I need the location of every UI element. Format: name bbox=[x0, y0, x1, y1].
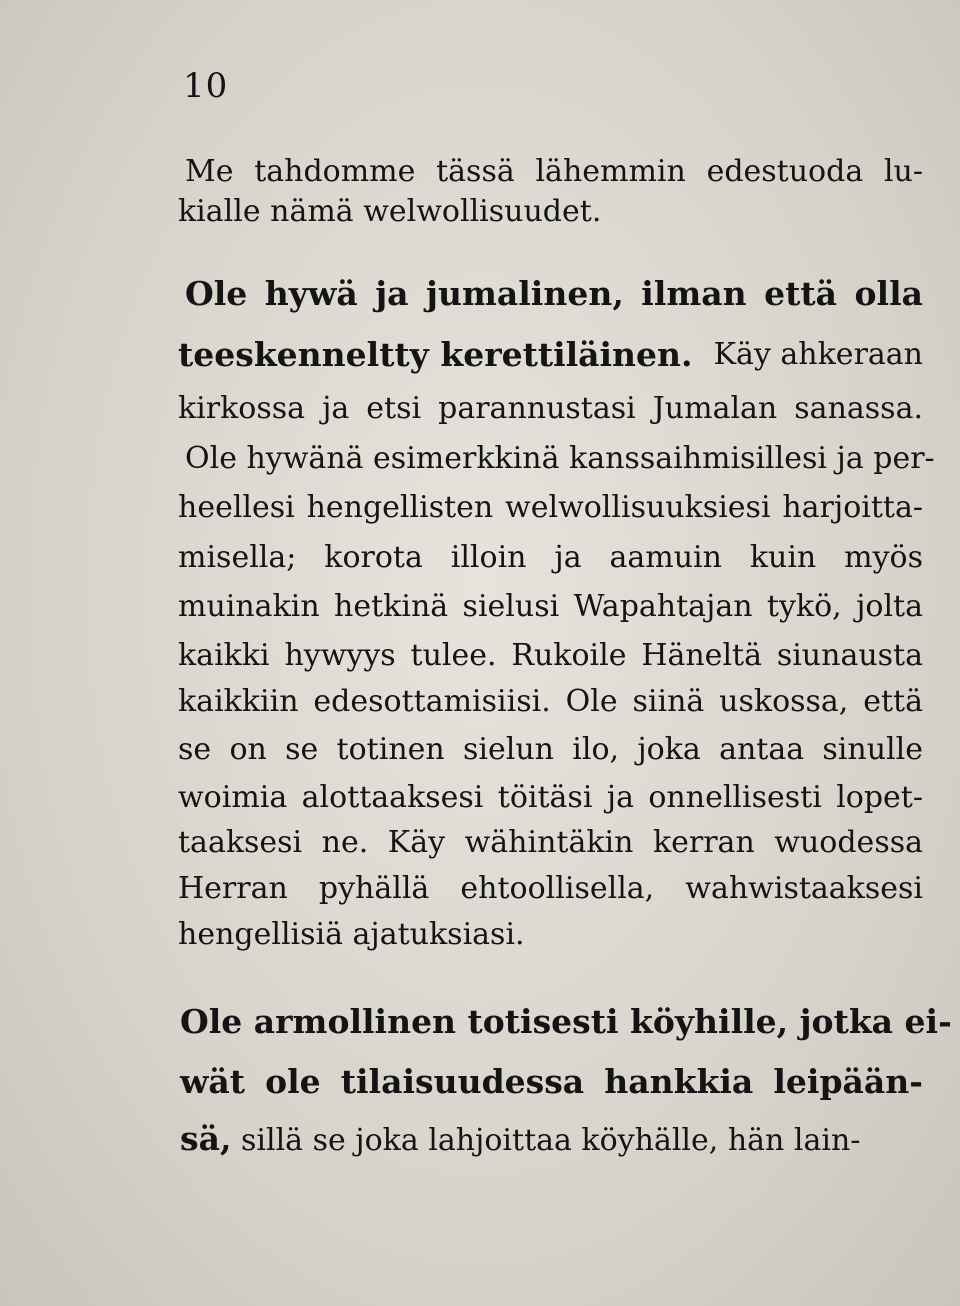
paragraph-line: Ole hywänä esimerkkinä kanssaihmisillesi ja per- bbox=[185, 441, 935, 476]
paragraph-line: heellesi hengellisten welwollisuuksiesi harjoitta- bbox=[178, 490, 923, 525]
paragraph-text: sillä se joka lahjoittaa köyhälle, hän lain- bbox=[241, 1123, 861, 1158]
page-number: 10 bbox=[183, 66, 229, 106]
section-heading-line: teeskenneltty kerettiläinen. bbox=[178, 335, 693, 374]
section-heading-line: wät ole tilaisuudessa hankkia leipään- bbox=[180, 1062, 923, 1101]
paragraph-line: kirkossa ja etsi parannustasi Jumalan sanassa. bbox=[178, 391, 923, 426]
section-heading-line: Ole hywä ja jumalinen, ilman että olla bbox=[185, 274, 923, 313]
paragraph-line: taaksesi ne. Käy wähintäkin kerran wuodessa bbox=[178, 825, 923, 860]
paragraph-text: Käy ahkeraan bbox=[713, 337, 923, 372]
paragraph-line: Me tahdomme tässä lähemmin edestuoda lu- bbox=[185, 154, 923, 189]
paragraph-line: kaikki hywyys tulee. Rukoile Häneltä siunausta bbox=[178, 638, 923, 673]
paragraph-line: kialle nämä welwollisuudet. bbox=[178, 194, 602, 229]
section-heading-line: Ole armollinen totisesti köyhille, jotka ei- bbox=[180, 1002, 952, 1041]
paragraph-line: Herran pyhällä ehtoollisella, wahwistaaksesi bbox=[178, 871, 923, 906]
paragraph-line: kaikkiin edesottamisiisi. Ole siinä uskossa, että bbox=[178, 684, 923, 719]
section-heading-line: sä, bbox=[180, 1119, 232, 1158]
paragraph-line: se on se totinen sielun ilo, joka antaa sinulle bbox=[178, 732, 923, 767]
section-heading-continuation bbox=[178, 333, 923, 379]
paragraph-line: muinakin hetkinä sielusi Wapahtajan tykö, jolta bbox=[178, 589, 923, 624]
paragraph-line: misella; korota illoin ja aamuin kuin myös bbox=[178, 540, 923, 575]
section-heading-continuation bbox=[180, 1117, 923, 1163]
paragraph-line: woimia alottaaksesi töitäsi ja onnellisesti lopet- bbox=[178, 780, 923, 815]
paragraph-line: hengellisiä ajatuksiasi. bbox=[178, 917, 525, 952]
